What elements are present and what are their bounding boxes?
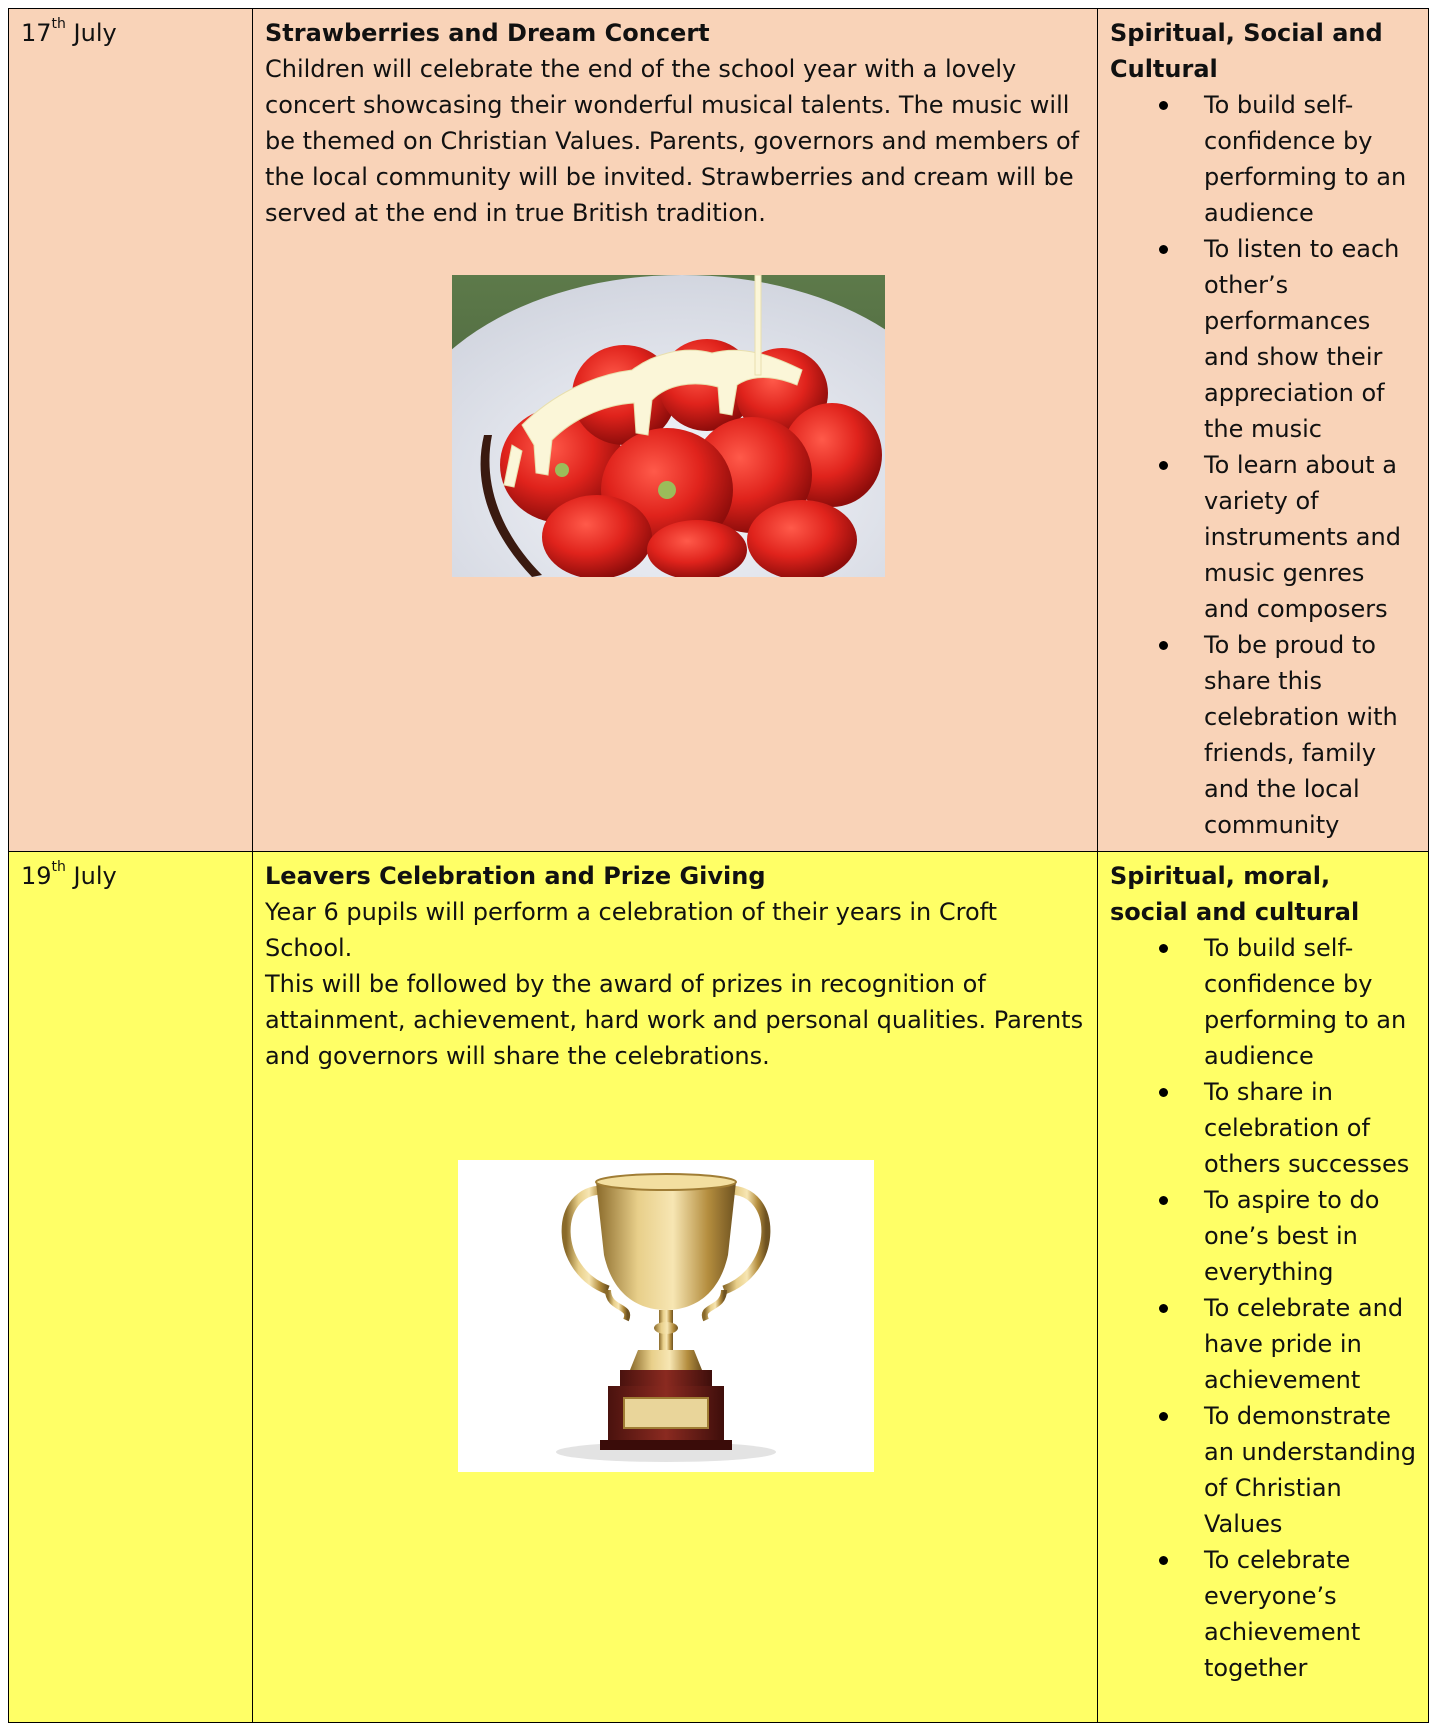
event-date-cell [9,9,253,852]
aims-list [1110,87,1416,843]
event-title: Strawberries and Dream Concert [265,19,710,47]
event-date-cell [9,852,253,1723]
aims-list-item: To build self-confidence by performing to an audience [1204,930,1416,1074]
event-date-day: 19 [21,862,52,890]
aims-title: Spiritual, Social and Cultural [1110,19,1383,83]
event-description-cell [253,9,1098,852]
event-aims-cell [1098,852,1429,1723]
strawberries-and-cream-image [452,275,885,577]
event-row-strawberries [9,9,1429,852]
event-title: Leavers Celebration and Prize Giving [265,862,766,890]
event-row-leavers [9,852,1429,1723]
event-date-month: July [65,862,117,890]
aims-list-item: To learn about a variety of instruments and music genres and composers [1204,447,1416,627]
event-description-line: Year 6 pupils will perform a celebration of their years in Croft School. [265,898,998,962]
aims-list-item: To celebrate and have pride in achievement [1204,1290,1416,1398]
aims-list-item: To listen to each other’s performances and show their appreciation of the music [1204,231,1416,447]
event-date-month: July [65,19,117,47]
event-aims-cell [1098,9,1429,852]
aims-list [1110,930,1416,1686]
aims-title: Spiritual, moral, social and cultural [1110,862,1360,926]
event-description: Children will celebrate the end of the school year with a lovely concert showcasing their wonderful musical talents. The music will be themed on Christian Values. Parents, governors and members of the local community will be invited. Strawberries and cream will be served at the end in true British tradition. [265,55,1080,227]
event-description-line: This will be followed by the award of prizes in recognition of attainment, achievement, hard work and personal qualities. Parents and governors will share the celebrations. [265,970,1084,1070]
event-date-suffix: th [51,16,66,32]
aims-list-item: To share in celebration of others successes [1204,1074,1416,1182]
aims-list-item: To be proud to share this celebration with friends, family and the local community [1204,627,1416,843]
aims-list-item: To aspire to do one’s best in everything [1204,1182,1416,1290]
aims-list-item: To build self-confidence by performing to an audience [1204,87,1416,231]
gold-trophy-image [458,1160,874,1472]
event-date-day: 17 [21,19,52,47]
event-date-suffix: th [51,859,66,875]
aims-list-item: To celebrate everyone’s achievement together [1204,1542,1416,1686]
events-table [8,8,1429,1723]
aims-list-item: To demonstrate an understanding of Christian Values [1204,1398,1416,1542]
event-description-cell [253,852,1098,1723]
